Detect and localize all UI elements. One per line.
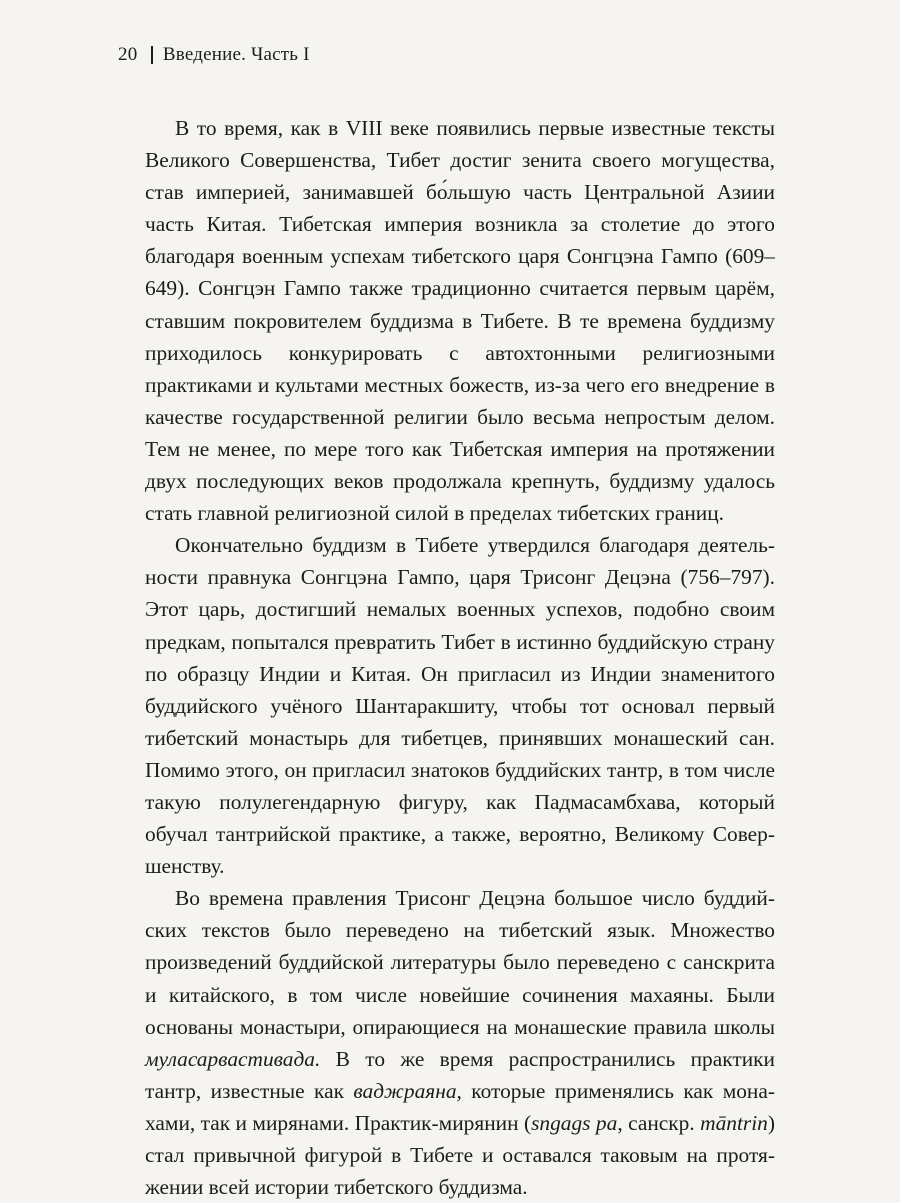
paragraph-text: В то время, как в VIII веке появились первые известные тексты Великого Совершенства, Тибет достиг зенита своего могущества, став империей, занимавшей бо́льшую часть Центральной Азиии часть Китая. Тибетская империя возникла за столетие до этого благодаря военным успехам тибетского царя Сонгцэна Гампо (609–649). Сонгцэн Гампо также традиционно считается первым царём, ставшим покровителем буддизма в Тибете. В те времена буддизму приходилось конкурировать с автохтонными религиозными практиками и культами местных божеств, из-за чего его внедрение в качестве государственной религии было весьма непростым делом. Тем не менее, по мере того как Тибетская империя на протяжении двух последующих веков продолжала крепнуть, буддизму удалось стать главной религиозной силой в пределах тибетских границ. bbox=[145, 116, 775, 526]
paragraph-1 bbox=[145, 112, 775, 529]
paragraph-2 bbox=[145, 529, 775, 882]
paragraph-text: , санскр. bbox=[617, 1110, 701, 1135]
term-sngags-pa: sngags pa bbox=[531, 1110, 618, 1135]
term-vajrayana: ваджраяна, bbox=[353, 1078, 462, 1103]
section-title: Введение. Часть I bbox=[162, 44, 310, 65]
header-separator bbox=[151, 46, 153, 64]
paragraph-text: которые применялись как монахами, так и мирянами. Практик-мирянин ( bbox=[145, 1078, 775, 1135]
running-head bbox=[118, 44, 310, 66]
paragraph-text: Окончательно буддизм в Тибете утвердился благодаря деятельности правнука Сонгцэна Гампо, царя Трисонг Децэна (756–797). Этот царь, достигший немалых военных успехов, подобно своим предкам, попытался превратить Тибет в истинно буддийскую страну по образцу Индии и Китая. Он пригласил из Индии знаменитого буддийского учёного Шантаракшиту, чтобы тот основал первый тибетский монастырь для тибетцев, принявших монашеский сан. Помимо этого, он пригласил знатоков буддийских тантр, в том числе такую полулегендарную фигуру, как Падмасамбхава, который обучал тантрийской практике, а также, вероятно, Великому Совершенству. bbox=[145, 533, 775, 879]
paragraph-3 bbox=[145, 882, 775, 1203]
paragraph-text: В то же время распространились практики тантр, известные как bbox=[145, 1046, 775, 1103]
page-number: 20 bbox=[118, 44, 138, 65]
paragraph-text: ) стал привычной фигурой в Тибете и оставался таковым на протяжении всей истории тибетского буддизма. bbox=[145, 1110, 775, 1200]
term-mantrin: māntrin bbox=[700, 1110, 768, 1135]
body-text bbox=[145, 112, 775, 1203]
paragraph-text: Во времена правления Трисонг Децэна большое число буддийских текстов было переведено на тибетский язык. Множество произведений буддийской литературы было переведено с санскрита и китайского, в том числе новейшие сочинения махаяны. Были основаны монастыри, опирающиеся на монашеские правила школы bbox=[145, 886, 775, 1039]
term-mulasarvastivada: муласарвастивада. bbox=[145, 1046, 321, 1071]
